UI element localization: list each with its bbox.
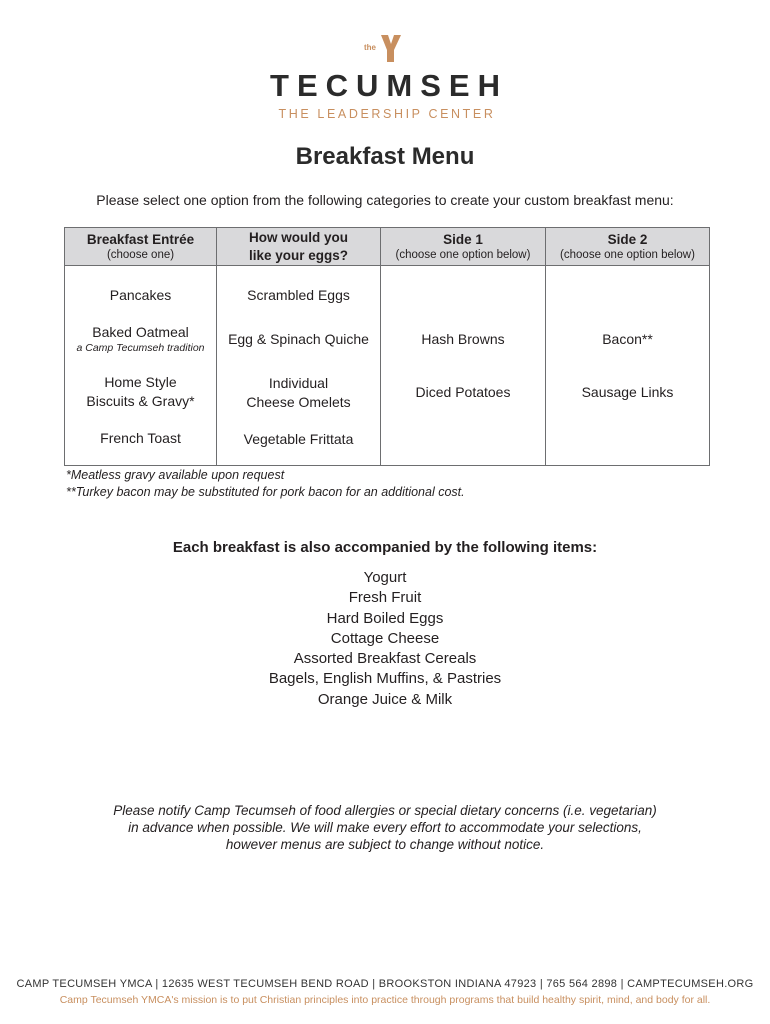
- accompaniments-title: Each breakfast is also accompanied by the following items:: [172, 539, 598, 556]
- entree-option-line: Home Style: [104, 374, 177, 390]
- side2-option: Bacon**: [602, 331, 653, 347]
- dietary-notice: [0, 802, 770, 853]
- entree-option-note: a Camp Tecumseh tradition: [76, 342, 205, 354]
- logo-name: TECUMSEH: [270, 68, 508, 103]
- header-entree-title: Breakfast Entrée: [86, 231, 195, 247]
- egg-option-line: Individual: [268, 375, 329, 391]
- table-header-row: [65, 228, 710, 266]
- header-side1-sub: (choose one option below): [395, 248, 531, 261]
- side1-column: [381, 266, 546, 466]
- footnote-bacon: **Turkey bacon may be substituted for pork bacon for an additional cost.: [66, 485, 465, 499]
- accompaniments-list: [0, 568, 770, 710]
- logo-subtitle: THE LEADERSHIP CENTER: [278, 107, 496, 121]
- logo-mark-text: the: [364, 43, 376, 52]
- side1-option: Hash Browns: [421, 331, 505, 347]
- egg-option: Vegetable Frittata: [243, 431, 354, 447]
- page-title: Breakfast Menu: [295, 143, 475, 170]
- header-side2: [546, 228, 710, 266]
- notice-line: in advance when possible. We will make every effort to accommodate your selections,: [128, 820, 642, 835]
- intro-text: Please select one option from the following categories to create your custom breakfast menu:: [96, 192, 674, 208]
- list-item: Yogurt: [363, 569, 407, 586]
- list-item: Assorted Breakfast Cereals: [293, 650, 477, 668]
- notice-line: Please notify Camp Tecumseh of food allergies or special dietary concerns (i.e. vegetarian): [113, 803, 657, 818]
- breakfast-options-table: [64, 227, 710, 466]
- header-entree-sub: (choose one): [106, 248, 175, 261]
- header-eggs-line1: How would you: [249, 229, 348, 245]
- egg-option: Egg & Spinach Quiche: [228, 331, 369, 347]
- list-item: Cottage Cheese: [330, 629, 440, 647]
- entree-option-name: Baked Oatmeal: [92, 324, 189, 340]
- list-item: Bagels, English Muffins, & Pastries: [268, 670, 502, 688]
- header-side2-title: Side 2: [607, 231, 648, 247]
- table-body-row: [65, 266, 710, 466]
- side1-option: Diced Potatoes: [415, 384, 511, 400]
- eggs-column: [217, 266, 381, 466]
- header-side1-title: Side 1: [443, 231, 483, 247]
- camp-logo: [0, 34, 770, 121]
- header-entree: [65, 228, 217, 266]
- entree-option-line: Biscuits & Gravy*: [86, 393, 195, 409]
- header-eggs-line2: like your eggs?: [248, 247, 349, 263]
- egg-option: [217, 374, 380, 412]
- entree-column: [65, 266, 217, 466]
- entree-option: [65, 373, 216, 411]
- footnote-gravy: *Meatless gravy available upon request: [66, 468, 285, 482]
- header-side1: [381, 228, 546, 266]
- list-item: Fresh Fruit: [348, 589, 422, 607]
- ymca-logo-icon: [363, 34, 407, 64]
- entree-option: French Toast: [100, 430, 181, 446]
- entree-option: [65, 323, 216, 354]
- footer-address: CAMP TECUMSEH YMCA | 12635 WEST TECUMSEH BEND ROAD | BROOKSTON INDIANA 47923 | 765 564 2898 | CAMPTECUMSEH.ORG: [16, 978, 754, 990]
- header-eggs: [217, 228, 381, 266]
- list-item: Hard Boiled Eggs: [326, 609, 444, 627]
- entree-option: Pancakes: [109, 287, 172, 303]
- notice-line: however menus are subject to change without notice.: [225, 837, 545, 852]
- list-item: Orange Juice & Milk: [317, 690, 453, 708]
- side2-column: [546, 266, 710, 466]
- egg-option: Scrambled Eggs: [247, 287, 350, 303]
- header-side2-sub: (choose one option below): [560, 248, 695, 261]
- footer-mission: Camp Tecumseh YMCA's mission is to put Christian principles into practice through programs that build healthy spirit, mind, and body for all.: [59, 994, 711, 1006]
- egg-option-line: Cheese Omelets: [246, 394, 351, 410]
- side2-option: Sausage Links: [581, 384, 674, 400]
